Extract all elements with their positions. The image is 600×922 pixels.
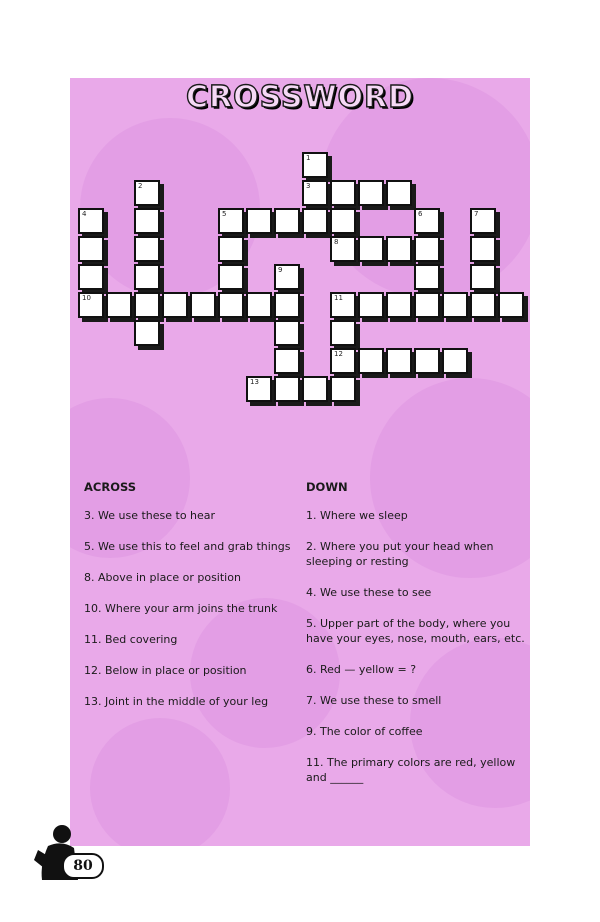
- down-clue: 2. Where you put your head when sleeping or resting: [306, 540, 494, 568]
- grid-cell[interactable]: [134, 236, 160, 262]
- across-clue: 3. We use these to hear: [84, 509, 216, 522]
- grid-cell[interactable]: [414, 236, 440, 262]
- crossword-grid: [0, 0, 600, 450]
- down-clue: 7. We use these to smell: [306, 694, 442, 707]
- grid-cell[interactable]: [386, 292, 412, 318]
- grid-cell[interactable]: [358, 180, 384, 206]
- across-clue: 11. Bed covering: [84, 633, 178, 646]
- grid-cell[interactable]: [274, 264, 300, 290]
- grid-cell[interactable]: [470, 236, 496, 262]
- grid-cell[interactable]: [190, 292, 216, 318]
- across-clues: [84, 480, 294, 725]
- grid-cell[interactable]: [218, 208, 244, 234]
- grid-cell[interactable]: [302, 208, 328, 234]
- grid-cell[interactable]: [330, 320, 356, 346]
- grid-cell[interactable]: [134, 292, 160, 318]
- grid-cell[interactable]: [106, 292, 132, 318]
- across-clue: 8. Above in place or position: [84, 571, 241, 584]
- grid-cell[interactable]: [330, 292, 356, 318]
- across-heading: ACROSS: [84, 480, 137, 494]
- clue-number: 12: [334, 350, 343, 358]
- grid-cell[interactable]: [330, 236, 356, 262]
- across-clue: 13. Joint in the middle of your leg: [84, 695, 269, 708]
- grid-cell[interactable]: [414, 208, 440, 234]
- grid-cell[interactable]: [386, 348, 412, 374]
- grid-cell[interactable]: [330, 180, 356, 206]
- grid-cell[interactable]: [78, 208, 104, 234]
- page-number: 80: [62, 853, 104, 879]
- grid-cell[interactable]: [274, 320, 300, 346]
- grid-cell[interactable]: [414, 264, 440, 290]
- clue-number: 5: [222, 210, 227, 218]
- crossword-title: CROSSWORD: [185, 80, 415, 115]
- down-heading: DOWN: [306, 480, 348, 494]
- grid-cell[interactable]: [134, 180, 160, 206]
- grid-cell[interactable]: [330, 348, 356, 374]
- grid-cell[interactable]: [274, 348, 300, 374]
- grid-cell[interactable]: [498, 292, 524, 318]
- down-clue: 6. Red — yellow = ?: [306, 663, 417, 676]
- grid-cell[interactable]: [470, 292, 496, 318]
- grid-cell[interactable]: [246, 292, 272, 318]
- down-clue: 11. The primary colors are red, yellow and ______: [306, 756, 516, 784]
- grid-cell[interactable]: [386, 180, 412, 206]
- grid-cell[interactable]: [470, 264, 496, 290]
- grid-cell[interactable]: [358, 348, 384, 374]
- down-clue: 4. We use these to see: [306, 586, 432, 599]
- grid-cell[interactable]: [302, 152, 328, 178]
- clue-number: 10: [82, 294, 91, 302]
- grid-cell[interactable]: [442, 348, 468, 374]
- grid-cell[interactable]: [470, 208, 496, 234]
- grid-cell[interactable]: [274, 208, 300, 234]
- grid-cell[interactable]: [246, 376, 272, 402]
- grid-cell[interactable]: [218, 292, 244, 318]
- grid-cell[interactable]: [78, 236, 104, 262]
- grid-cell[interactable]: [386, 236, 412, 262]
- clue-number: 9: [278, 266, 283, 274]
- grid-cell[interactable]: [414, 348, 440, 374]
- grid-cell[interactable]: [218, 236, 244, 262]
- grid-cell[interactable]: [414, 292, 440, 318]
- grid-cell[interactable]: [274, 376, 300, 402]
- clue-number: 1: [306, 154, 311, 162]
- grid-cell[interactable]: [330, 376, 356, 402]
- down-clues: [306, 480, 528, 801]
- clue-number: 8: [334, 238, 339, 246]
- clue-number: 6: [418, 210, 423, 218]
- across-clue: 10. Where your arm joins the trunk: [84, 602, 278, 615]
- grid-cell[interactable]: [302, 180, 328, 206]
- grid-cell[interactable]: [134, 320, 160, 346]
- clue-number: 3: [306, 182, 311, 190]
- clue-number: 13: [250, 378, 259, 386]
- grid-cell[interactable]: [358, 236, 384, 262]
- across-clue: 5. We use this to feel and grab things: [84, 540, 291, 553]
- down-clue: 1. Where we sleep: [306, 509, 408, 522]
- grid-cell[interactable]: [358, 292, 384, 318]
- down-clue: 5. Upper part of the body, where you have your eyes, nose, mouth, ears, etc.: [306, 617, 525, 645]
- clue-number: 4: [82, 210, 87, 218]
- grid-cell[interactable]: [218, 264, 244, 290]
- grid-cell[interactable]: [442, 292, 468, 318]
- grid-cell[interactable]: [302, 376, 328, 402]
- grid-cell[interactable]: [78, 264, 104, 290]
- grid-cell[interactable]: [134, 264, 160, 290]
- clue-number: 11: [334, 294, 343, 302]
- grid-cell[interactable]: [78, 292, 104, 318]
- across-clue: 12. Below in place or position: [84, 664, 247, 677]
- clue-number: 7: [474, 210, 479, 218]
- grid-cell[interactable]: [162, 292, 188, 318]
- grid-cell[interactable]: [134, 208, 160, 234]
- clue-number: 2: [138, 182, 143, 190]
- grid-cell[interactable]: [330, 208, 356, 234]
- grid-cell[interactable]: [246, 208, 272, 234]
- grid-cell[interactable]: [274, 292, 300, 318]
- down-clue: 9. The color of coffee: [306, 725, 423, 738]
